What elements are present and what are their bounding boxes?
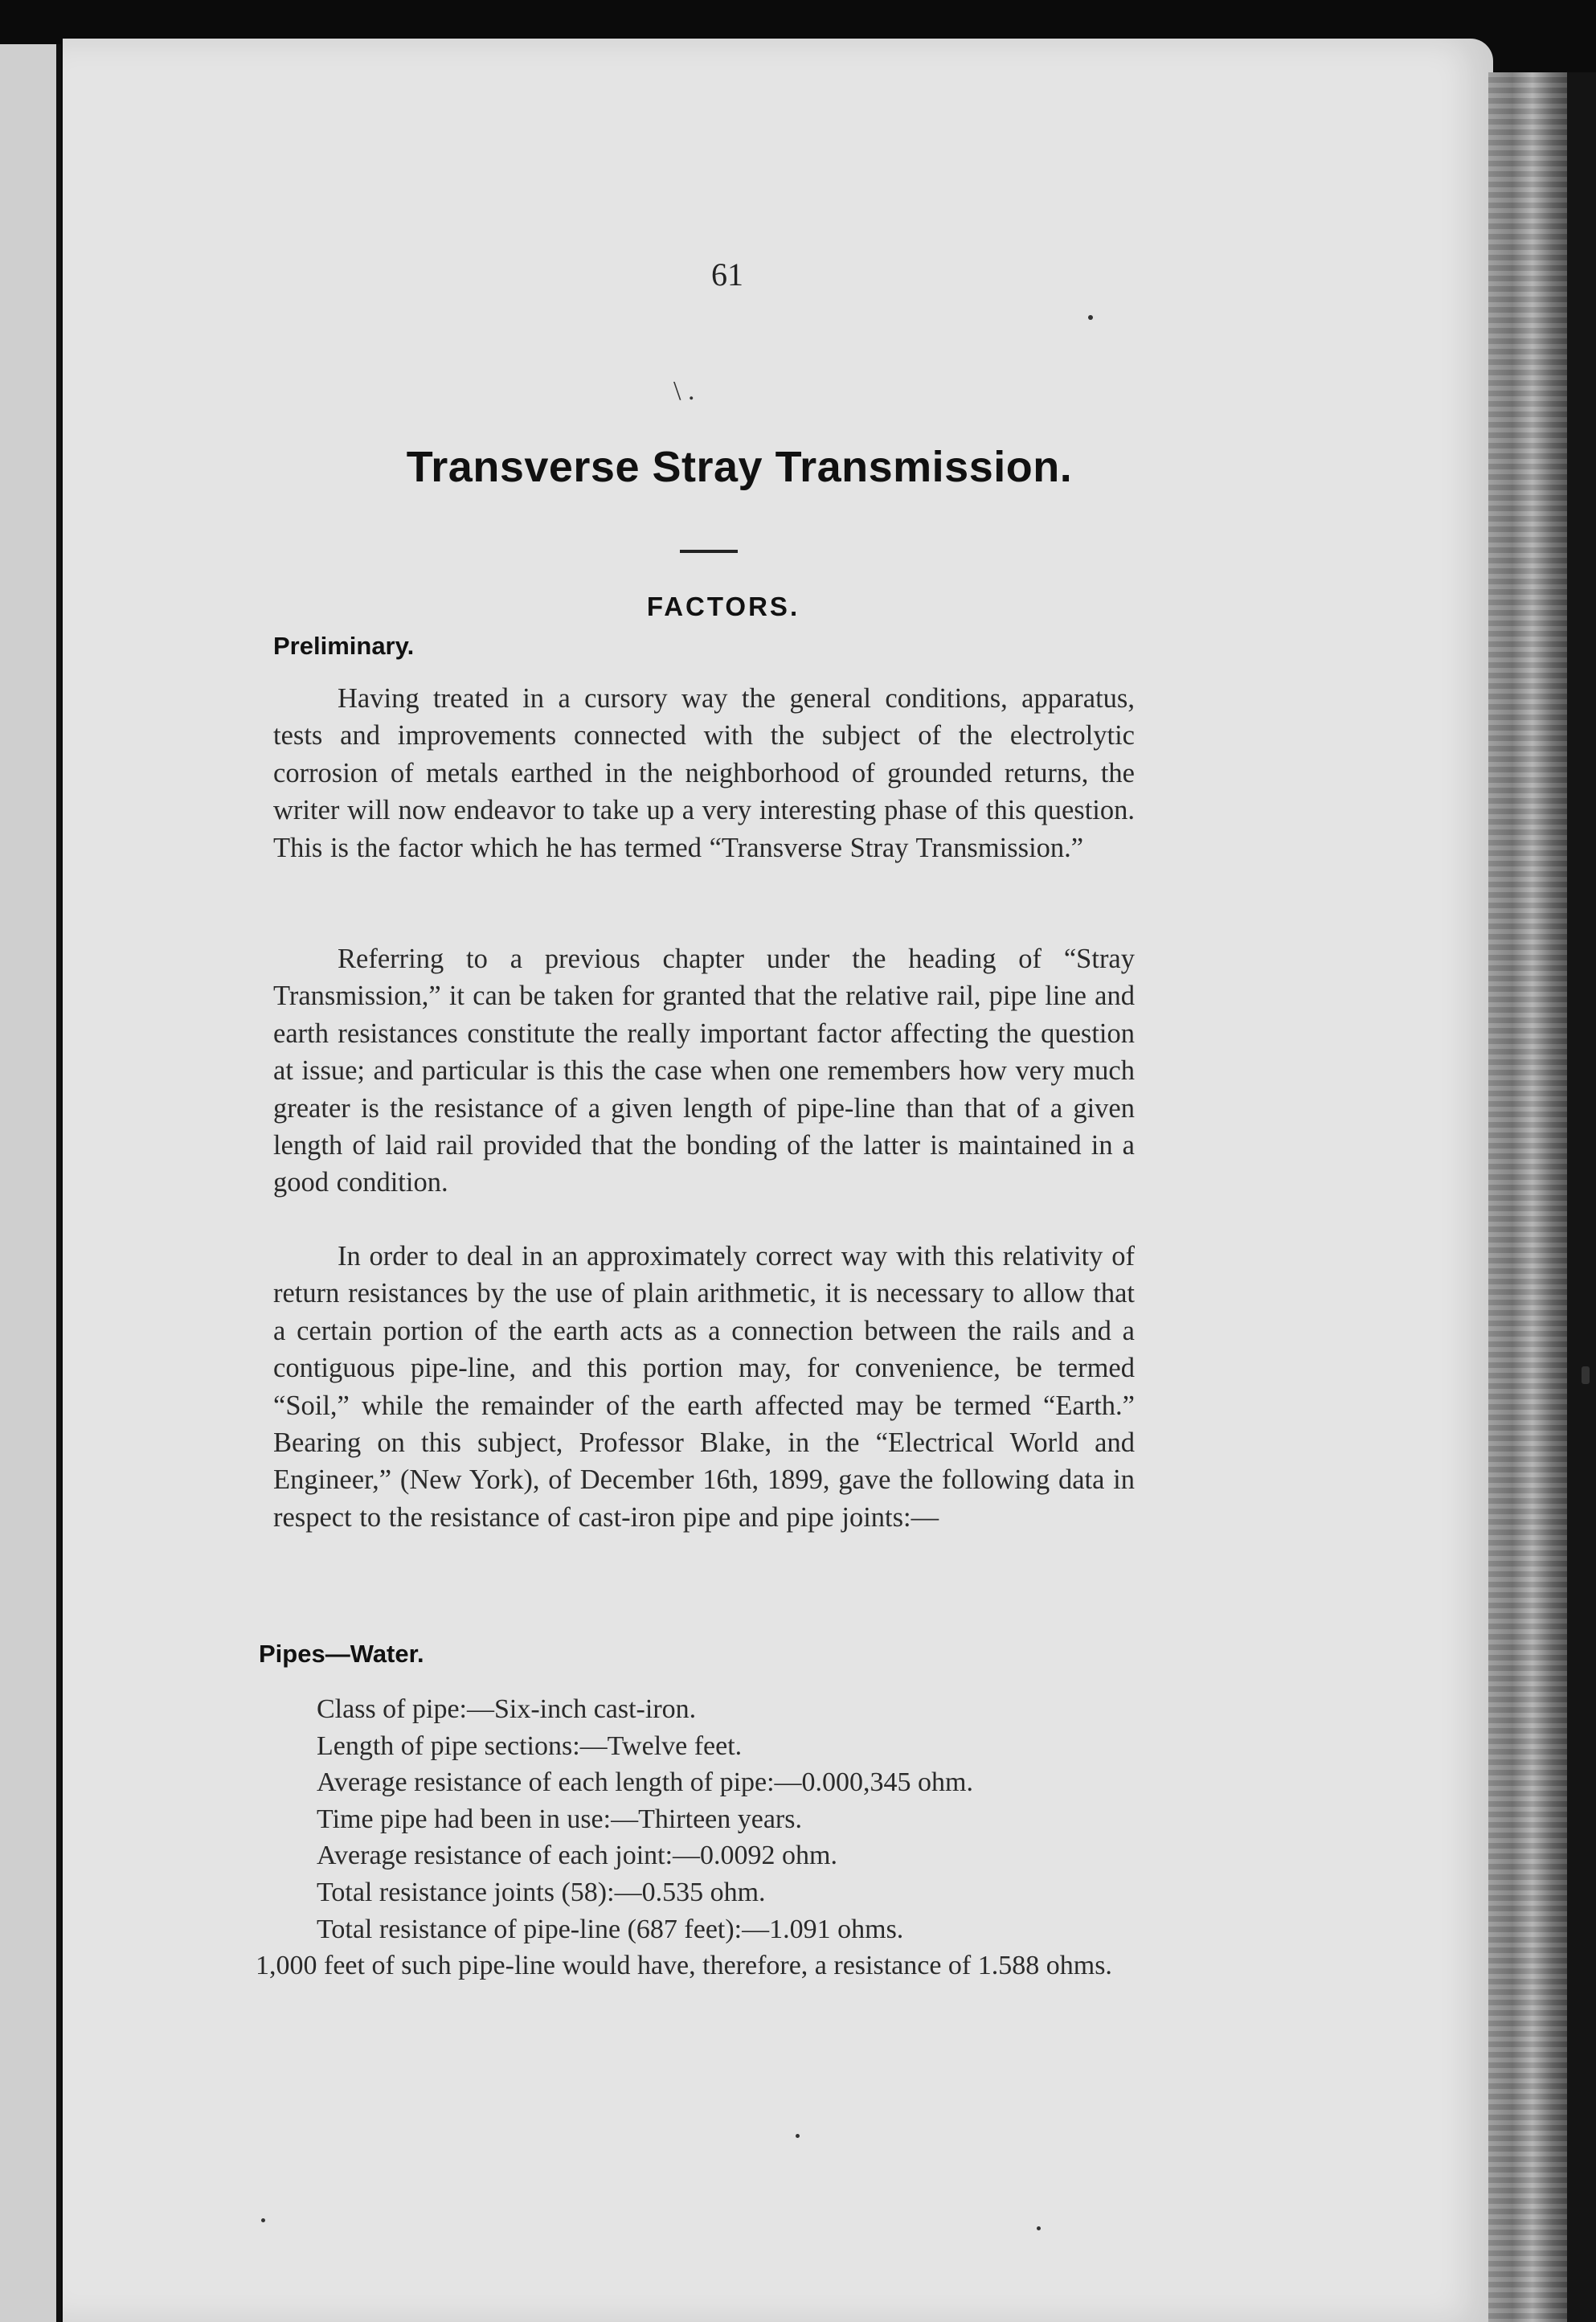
scan-speck (796, 2134, 800, 2138)
data-line-joint-resistance: Average resistance of each joint:—0.0092 ohm. (317, 1841, 837, 1871)
paragraph-3: In order to deal in an approximately correct way with this relativity of return resistances by the use of plain arithmetic, it is necessary to allow that a certain portion of the earth acts as a connection between the rails and a contiguous pipe-line, and this portion may, for convenience, be termed “Soil,” while the remainder of the earth affected may be termed “Earth.” Bearing on this subject, Professor Blake, in the “Electrical World and Engineer,” (New York), of December 16th, 1899, gave the following data in respect to the resistance of cast-iron pipe and pipe joints:— (273, 1241, 1135, 1533)
scan-speck (1037, 2226, 1041, 2230)
scan-speck (261, 2218, 265, 2222)
data-line-total-joints: Total resistance joints (58):—0.535 ohm. (317, 1877, 766, 1907)
data-line-per-1000-feet: 1,000 feet of such pipe-line would have, therefore, a resistance of 1.588 ohms. (256, 1951, 1112, 1981)
paragraph-2: Referring to a previous chapter under the heading of “Stray Transmission,” it can be taken for granted that the relative rail, pipe line and earth resistances constitute the really important factor affecting the question at issue; and particular is this the case when one remembers how very much greater is the resistance of a given length of pipe-line than that of a given length of laid rail provided that the bonding of the latter is maintained in a good condition. (273, 944, 1135, 1198)
section-subtitle: FACTORS. (646, 592, 800, 621)
data-line-total-pipe-line: Total resistance of pipe-line (687 feet):—1.091 ohms. (317, 1914, 904, 1944)
pipes-water-heading: Pipes—Water. (259, 1640, 424, 1668)
pipe-data-list (256, 1691, 1140, 1984)
data-line-class: Class of pipe:—Six-inch cast-iron. (317, 1694, 697, 1724)
data-line-avg-resistance: Average resistance of each length of pipe:—0.000,345 ohm. (317, 1767, 973, 1798)
page-number: 61 (711, 256, 743, 293)
chapter-title: Transverse Stray Transmission. (406, 443, 1073, 491)
scan-speck (1088, 315, 1093, 320)
data-line-time-in-use: Time pipe had been in use:—Thirteen years. (317, 1804, 802, 1834)
preliminary-heading: Preliminary. (273, 632, 415, 660)
scan-shadow (1567, 72, 1596, 2322)
facing-page-edge (0, 44, 61, 2322)
paragraph-1: Having treated in a cursory way the general conditions, apparatus, tests and improvements connected with the subject of the electrolytic corrosion of metals earthed in the neighborhood of grounded returns, the writer will now endeavor to take up a very interesting phase of this question. This is the factor which he has termed “Transverse Stray Transmission.” (273, 683, 1135, 863)
data-line-length: Length of pipe sections:—Twelve feet. (317, 1730, 743, 1761)
page-stack-edge (1488, 72, 1569, 2322)
stray-mark: \ . (673, 376, 695, 406)
title-rule (680, 550, 738, 553)
scan-speck (1582, 1366, 1590, 1384)
